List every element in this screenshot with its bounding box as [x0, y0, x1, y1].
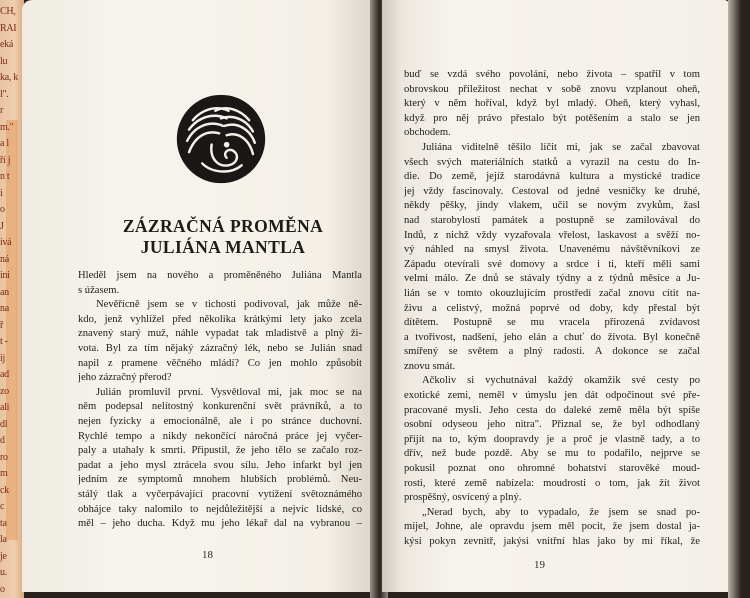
text-line: kdo, jenž vyhlížel před několika krátkými lety jako zcela	[78, 313, 362, 325]
text-line: jedním ze symptomů mnohem hlubších problémů. Neu-	[78, 474, 362, 486]
text-line: buď se vzdá svého povolání, nebo života – spatřil v tom	[404, 69, 700, 80]
left-page	[22, 0, 378, 592]
text-line: „Nerad bych, aby to vypadalo, že jsem se snad po-	[422, 506, 700, 518]
text-line: obhájce taky nalomilo to nejdůležitější a nejvíc lidské, co	[78, 503, 362, 515]
adjacent-book-fragment: zo	[0, 385, 9, 397]
text-line: Julián promluvil první. Vysvětloval mi, jak moc se na	[96, 386, 362, 398]
adjacent-book-fragment: J	[0, 220, 4, 232]
adjacent-book-fragment: m	[0, 468, 8, 479]
adjacent-book-fragment: n t	[0, 171, 10, 182]
page-number-left: 18	[202, 549, 213, 561]
text-line: Juliána viditelně těšilo líčit mi, jak se začal zbavovat	[422, 141, 700, 153]
text-line: Indů, z nichž vždy vyzařovala vřelost, laskavost a svěží no-	[404, 229, 700, 241]
adjacent-book-fragment: d	[0, 435, 5, 446]
adjacent-book-fragment: ck	[0, 484, 9, 496]
text-line: přijít na to, kým doopravdy je a proč je vlastně tady, a to	[404, 433, 700, 445]
text-line: něm podepsal nelítostný konkurenční svět právníků, a to	[78, 401, 362, 413]
adjacent-book-fragment: la	[0, 534, 7, 545]
adjacent-book-fragment: ka, k	[0, 72, 18, 83]
text-line: dítětem. Postupně se mu vracela přirozená zvídavost	[404, 317, 700, 329]
text-line: stálý tlak a vyčerpávající pracovní vytížení světoznámého	[78, 488, 362, 500]
text-line: rosti, které země nabízela: moudrosti o tom, jak žít život	[404, 477, 700, 489]
adjacent-book-fragment: dl	[0, 418, 8, 430]
text-line: s úžasem.	[78, 284, 120, 296]
text-line: velmi málo. Ze dnů se stávaly týdny a z týdnů měsíce a Ju-	[404, 273, 700, 285]
adjacent-book-fragment: c	[0, 501, 5, 512]
text-line: nejen fyzicky a emocionálně, ale i po stránce duchovní.	[78, 415, 362, 427]
text-line: kýsi pokyn zevnitř, jakýsi vnitřní hlas jako by mi říkal, že	[404, 536, 700, 547]
adjacent-book-fragment: ta	[0, 517, 7, 529]
text-line: dřív, než bude pozdě. Aby se mu to podařilo, nejprve se	[404, 448, 700, 460]
adjacent-book-fragment: an	[0, 286, 9, 298]
adjacent-book-fragment: l".	[0, 88, 9, 100]
adjacent-book-fragment: ali	[0, 402, 10, 413]
adjacent-book-fragment: t -	[0, 336, 8, 347]
adjacent-book-fragment: i	[0, 187, 3, 199]
chapter-title-line: JULIÁNA MANTLA	[140, 237, 306, 257]
text-line: jeho zázračný přerod?	[78, 372, 172, 384]
text-line: pracované mysli. Jeho cesta do daleké země měla být spíše	[404, 404, 700, 416]
adjacent-book-fragment: eká	[0, 39, 13, 50]
text-line: znavený starý muž, náhle vypadat tak mladistvě a plný ži-	[78, 328, 362, 340]
text-line: vý náhled na smysl života. Unavenému návštěvníkovi ze	[404, 244, 700, 256]
adjacent-book-fragment: ro	[0, 451, 8, 463]
text-line: všech svých materiálních statků a vyrazil na cestu do In-	[404, 156, 700, 168]
adjacent-book-fragment: o	[0, 204, 5, 215]
adjacent-book-text	[0, 4, 24, 598]
adjacent-book-fragment: na	[0, 303, 9, 314]
text-line: vota. Byl za tím nějaký zázračný lék, nebo se Julián snad	[78, 342, 362, 354]
text-line: obchodem.	[404, 127, 451, 139]
text-line: míjel, Johne, ale opravdu jsem měl pocit, že jsem dostal ja-	[404, 521, 700, 533]
text-line: pokusil poznat ono ohromné bohatství starověké moud-	[404, 463, 700, 475]
text-line: osobní odyseou jeho nitra". Přiznal se, že byl odhodlaný	[404, 419, 700, 431]
adjacent-book-fragment: ivá	[0, 237, 12, 248]
adjacent-book-fragment: ná	[0, 253, 9, 265]
text-line: jej vždy fascinovaly. Cestoval od jedné vesničky ke druhé,	[404, 185, 700, 197]
text-line: obrovskou příležitost nechat v sobě znovu vzplanout oheň,	[404, 83, 700, 95]
page-number-right: 19	[534, 559, 545, 571]
adjacent-book-fragment: lu	[0, 55, 8, 67]
text-line: který v něm hoříval, když byl mladý. Oheň, který vyhasl,	[404, 98, 700, 110]
adjacent-book-fragment: ini	[0, 270, 10, 281]
text-line: lián se v tomto okouzlujícím prostředí začal znovu cítit na-	[404, 287, 700, 299]
text-line: když pro něj právo přestalo být potěšením a stalo se jen	[404, 112, 700, 124]
adjacent-book-fragment: ij	[0, 352, 5, 364]
text-line: padat a jeho mysl ztrácela svou sílu. Jeho infarkt byl jen	[78, 459, 362, 471]
text-line: Západu otevírali své domovy a srdce i ti, kteří měli sami	[404, 258, 700, 270]
text-line: exotické zemi, neměl v úmyslu jen dát odpočinout své pře-	[404, 390, 700, 402]
adjacent-book-edge	[0, 0, 24, 598]
adjacent-book-fragment: r	[0, 105, 4, 116]
adjacent-book-fragment: ří j	[0, 154, 11, 166]
adjacent-book-fragment: u.	[0, 567, 7, 578]
text-line: Ačkoliv si vychutnával každý okamžik své cesty po	[422, 375, 700, 387]
adjacent-book-fragment: je	[0, 550, 7, 562]
text-line: napil z pramene věčného mládí? Co jen mohlo způsobit	[78, 357, 362, 369]
text-line: a tvořivost, nadšení, jeho elán a chuť do života. Byl konečně	[404, 331, 700, 343]
text-line: die. Do země, jejíž starodávná kultura a mystické tradice	[404, 171, 700, 183]
left-page-body	[78, 269, 362, 532]
adjacent-book-fragment: ad	[0, 369, 9, 380]
crane-in-circle-emblem	[174, 92, 268, 186]
adjacent-book-fragment: ř	[0, 319, 4, 331]
chapter-title-line: ZÁZRAČNÁ PROMĚNA	[122, 216, 324, 236]
adjacent-book-fragment: RAI	[0, 22, 17, 34]
text-line: Nevěřícně jsem se v tichosti podivoval, jak může ně-	[96, 299, 362, 311]
text-line: paly a utahaly k smrti. Připustil, že jeho tělo se začalo roz-	[78, 445, 362, 457]
text-line: Rychlé tempo a nikdy nekončící náročná práce jej vyčer-	[78, 430, 362, 442]
adjacent-book-fragment: m."	[0, 121, 14, 133]
right-page-body	[404, 68, 700, 550]
adjacent-book-fragment: a l	[0, 138, 9, 149]
text-line: znovu smát.	[404, 360, 456, 372]
adjacent-book-fragment: CH,	[0, 6, 16, 17]
text-line: někdy pěšky, jindy vlakem, učil se novým zvykům, žasl	[404, 200, 700, 212]
adjacent-book-fragment: o	[0, 583, 5, 595]
text-line: nad starobylostí památek a postupně se zamilovával do	[404, 214, 700, 226]
right-page	[382, 0, 730, 592]
text-line: smířený se světem a plný radosti. A dokonce se začal	[404, 346, 700, 358]
book-right-edge-shadow	[728, 0, 750, 598]
text-line: Hleděl jsem na nového a proměněného Juliána Mantla	[78, 270, 362, 281]
text-line: měl – jeho ducha. Když mu jeho lékař dal na vybranou –	[78, 518, 362, 530]
chapter-title	[84, 216, 362, 258]
text-line: živu a celistvý, možná poprvé od doby, kdy přestal být	[404, 302, 700, 314]
text-line: prospěšný, osvícený a plný.	[404, 492, 522, 504]
